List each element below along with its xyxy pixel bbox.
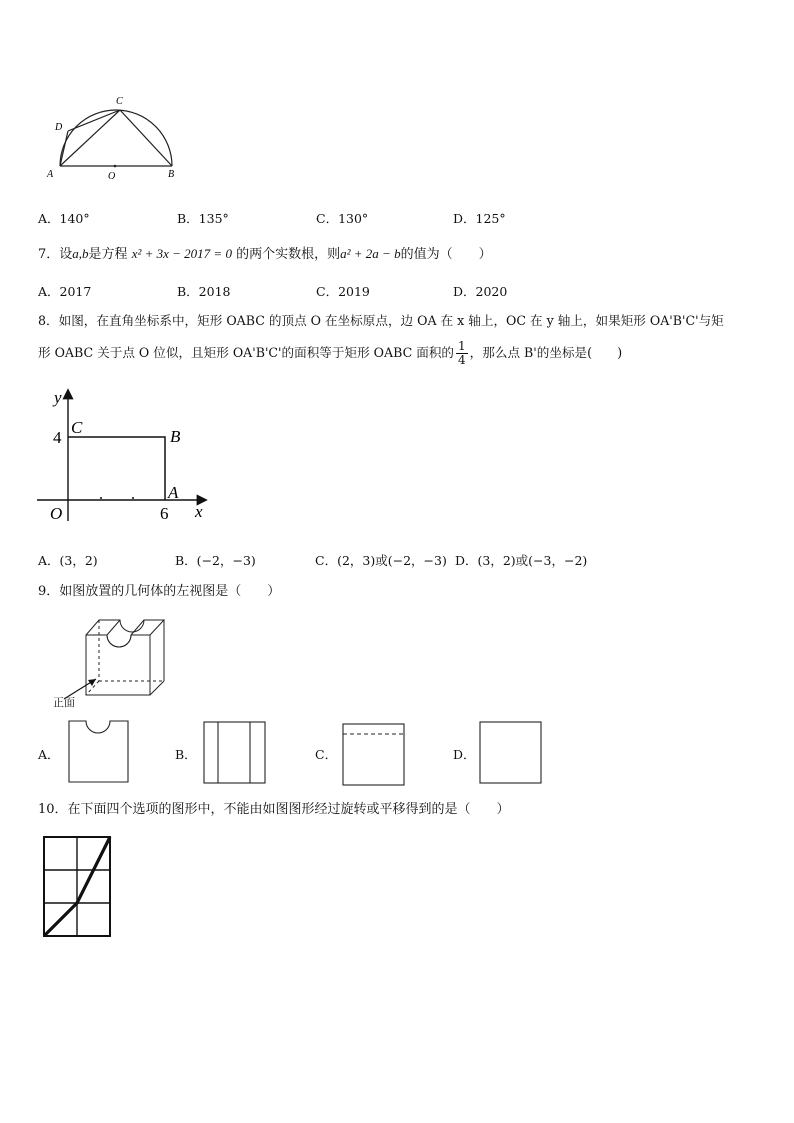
q7-option-b[interactable]: B．2018 (177, 284, 231, 299)
q8-option-b[interactable]: B．(−2，−3) (175, 553, 256, 568)
q8-line1: 8．如图，在直角坐标系中，矩形 OABC 的顶点 O 在坐标原点，边 OA 在 x 轴上，OC 在 y 轴上，如果矩形 OA'B'C'与矩 (38, 313, 724, 328)
q9-option-a-shape[interactable] (66, 718, 132, 784)
q9-option-c-letter[interactable]: C． (315, 747, 338, 762)
q7-option-c[interactable]: C．2019 (316, 284, 370, 299)
q8-line2-post: ，那么点 B'的坐标是( ) (469, 345, 623, 360)
tick-label-6: 6 (160, 504, 169, 523)
front-view-label: 正面 (53, 696, 75, 709)
q7-expr: a² + 2a − b (340, 246, 401, 261)
q6-option-a[interactable]: A．140° (38, 211, 90, 226)
grid-figure (40, 833, 114, 941)
q7-number: 7． (38, 247, 60, 262)
q9-option-b-letter[interactable]: B． (175, 747, 197, 762)
tick-label-4: 4 (53, 428, 62, 447)
q7-suffix: 的值为（ ） (400, 247, 492, 262)
label-O: O (50, 504, 63, 523)
q8-frac-num: 1 (458, 339, 466, 353)
semicircle-figure (40, 88, 190, 188)
coordinate-figure (35, 385, 215, 525)
q9-question: 9．如图放置的几何体的左视图是（ ） (38, 584, 281, 599)
q7-equation: x² + 3x − 2017 = 0 (131, 246, 232, 261)
q9-option-a-letter[interactable]: A． (38, 747, 60, 762)
label-C: C (71, 418, 83, 437)
q7-option-d[interactable]: D．2020 (453, 284, 508, 299)
q9-option-d-shape[interactable] (478, 720, 544, 786)
q9-option-d-letter[interactable]: D． (453, 747, 476, 762)
q7-mid: 是方程 (88, 247, 128, 262)
label-O: O (108, 171, 116, 182)
q8-frac-den: 4 (458, 353, 466, 367)
q8-fraction (456, 340, 468, 367)
q8-option-d[interactable]: D．(3，2)或(−3，−2) (455, 553, 588, 568)
label-B: B (168, 169, 175, 180)
q10-question: 10．在下面四个选项的图形中，不能由如图图形经过旋转或平移得到的是（ ） (38, 802, 510, 817)
q6-option-d[interactable]: D．125° (453, 211, 506, 226)
label-D: D (55, 122, 63, 133)
q7-question (38, 245, 492, 264)
label-B: B (170, 427, 181, 446)
q7-mid2: 的两个实数根，则 (236, 247, 341, 262)
q7-prefix: 设 (59, 247, 73, 262)
q6-option-b[interactable]: B．135° (177, 211, 229, 226)
label-A: A (168, 483, 179, 502)
q8-option-c[interactable]: C．(2，3)或(−2，−3) (315, 553, 447, 568)
q7-option-a[interactable]: A．2017 (38, 284, 92, 299)
q8-line2 (38, 340, 622, 367)
q8-line2-pre: 形 OABC 关于点 O 位似，且矩形 OA'B'C'的面积等于矩形 OABC 面积的 (38, 345, 455, 360)
q9-option-b-shape[interactable] (202, 720, 268, 786)
label-C: C (116, 96, 123, 107)
q9-option-c-shape[interactable] (341, 722, 407, 788)
axis-label-y: y (54, 388, 62, 407)
q6-option-c[interactable]: C．130° (316, 211, 369, 226)
q7-var-ab: a,b (72, 246, 89, 261)
q8-option-a[interactable]: A．(3，2) (38, 553, 98, 568)
axis-label-x: x (195, 502, 203, 521)
label-A: A (47, 169, 54, 180)
